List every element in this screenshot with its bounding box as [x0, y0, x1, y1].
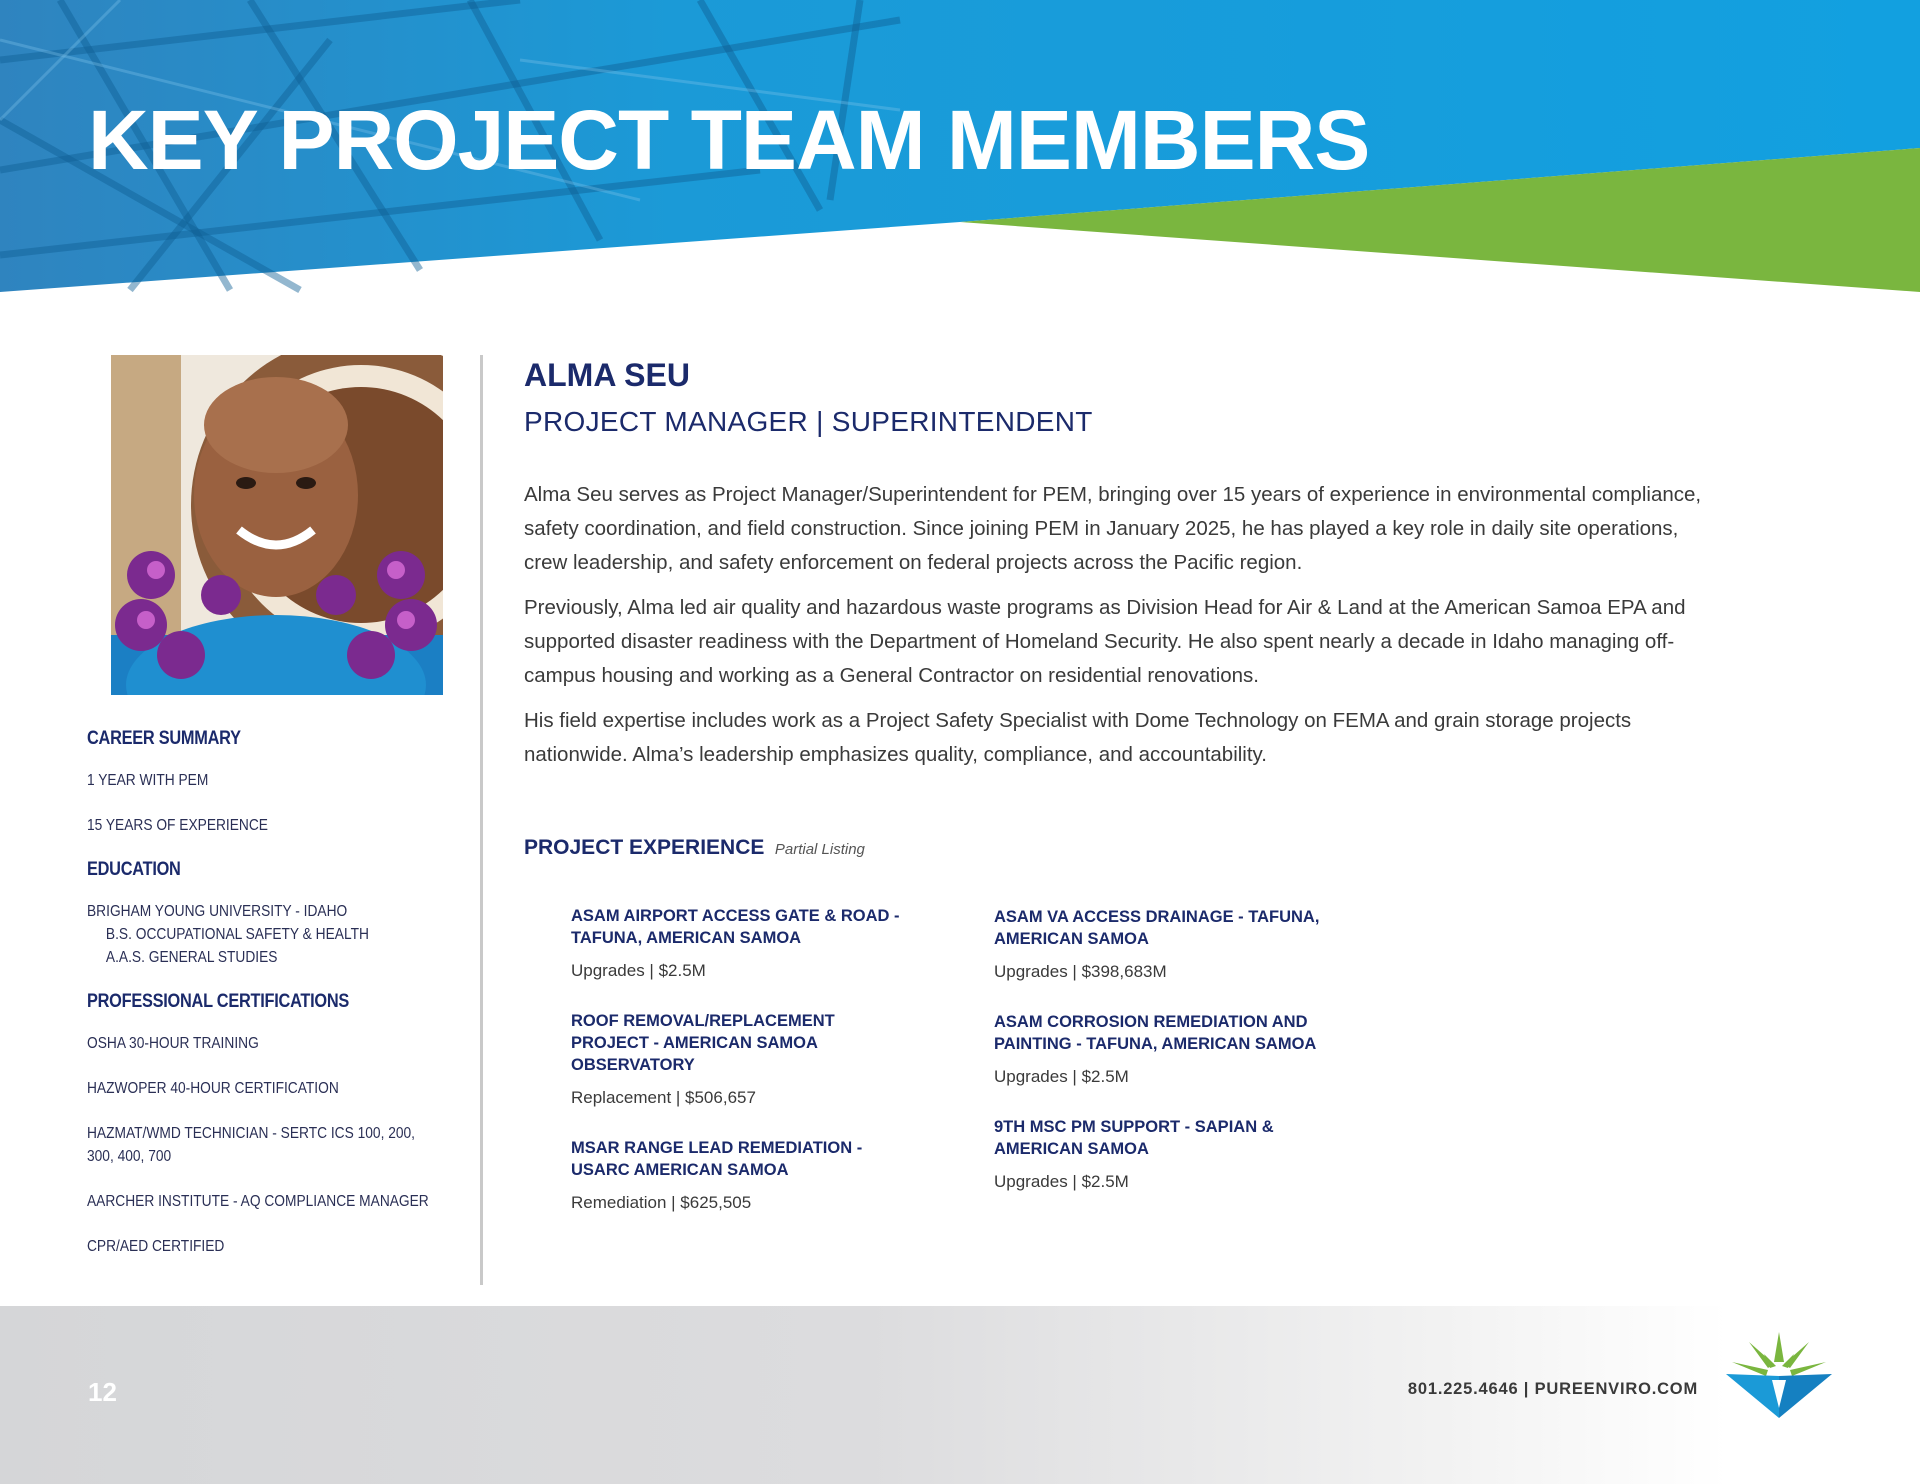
- project-item: [571, 1010, 941, 1109]
- project-title: ASAM VA ACCESS DRAINAGE - TAFUNA, AMERICAN SAMOA: [994, 908, 1320, 948]
- certifications-heading: PROFESSIONAL CERTIFICATIONS: [87, 991, 350, 1012]
- project-title: MSAR RANGE LEAD REMEDIATION - USARC AMERICAN SAMOA: [571, 1139, 863, 1179]
- career-item: 15 YEARS OF EXPERIENCE: [87, 817, 268, 834]
- person-name: ALMA SEU: [524, 357, 690, 393]
- certification-item: AARCHER INSTITUTE - AQ COMPLIANCE MANAGER: [87, 1193, 429, 1210]
- page-number: 12: [88, 1377, 117, 1407]
- project-item: [571, 1137, 941, 1214]
- certification-item: CPR/AED CERTIFIED: [87, 1238, 225, 1255]
- project-detail: Remediation | $625,505: [571, 1193, 752, 1212]
- project-experience-subtitle: Partial Listing: [774, 841, 865, 858]
- project-item: [994, 1011, 1374, 1088]
- company-logo-icon: [1724, 1332, 1834, 1427]
- bio-paragraph: Previously, Alma led air quality and hazardous waste programs as Division Head for Air & Land at the American Samoa EPA and supported disaster readiness with the Department of Homeland Security. He also spent nearly a decade in Idaho managing off-campus housing and working as a General Contractor on residential renovations.: [524, 596, 1686, 687]
- education-degree: B.S. OCCUPATIONAL SAFETY & HEALTH: [105, 926, 369, 943]
- project-experience-title: PROJECT EXPERIENCE: [524, 836, 765, 859]
- biography: [524, 478, 1714, 783]
- certification-item: HAZWOPER 40-HOUR CERTIFICATION: [87, 1080, 339, 1097]
- education-school: BRIGHAM YOUNG UNIVERSITY - IDAHO: [87, 903, 348, 920]
- project-list-left: [571, 905, 941, 1242]
- certification-item: HAZMAT/WMD TECHNICIAN - SERTC ICS 100, 200,: [87, 1125, 416, 1142]
- education-heading: EDUCATION: [87, 859, 181, 880]
- project-detail: Replacement | $506,657: [571, 1088, 756, 1107]
- project-title: ASAM AIRPORT ACCESS GATE & ROAD - TAFUNA, AMERICAN SAMOA: [571, 907, 900, 947]
- contact-info: 801.225.4646 | PUREENVIRO.COM: [1407, 1380, 1698, 1398]
- project-title: 9TH MSC PM SUPPORT - SAPIAN & AMERICAN SAMOA: [994, 1118, 1274, 1158]
- project-detail: Upgrades | $2.5M: [571, 961, 706, 980]
- column-divider: [480, 355, 483, 1285]
- career-item: 1 YEAR WITH PEM: [87, 772, 209, 789]
- project-item: [571, 905, 941, 982]
- person-role: PROJECT MANAGER | SUPERINTENDENT: [524, 406, 1093, 437]
- project-item: [994, 906, 1374, 983]
- project-detail: Upgrades | $2.5M: [994, 1067, 1129, 1086]
- page-title: KEY PROJECT TEAM MEMBERS: [88, 93, 1370, 187]
- career-summary-heading: CAREER SUMMARY: [87, 728, 241, 749]
- project-detail: Upgrades | $2.5M: [994, 1172, 1129, 1191]
- portrait-photo: [111, 355, 443, 695]
- certification-item: 300, 400, 700: [87, 1148, 172, 1165]
- certification-item: OSHA 30-HOUR TRAINING: [87, 1035, 259, 1052]
- project-title: ROOF REMOVAL/REPLACEMENT PROJECT - AMERICAN SAMOA OBSERVATORY: [571, 1012, 835, 1074]
- bio-paragraph: His field expertise includes work as a Project Safety Specialist with Dome Technology on FEMA and grain storage projects nationwide. Alma’s leadership emphasizes quality, compliance, and accountability.: [524, 709, 1632, 766]
- project-experience-heading: [524, 836, 865, 860]
- project-detail: Upgrades | $398,683M: [994, 962, 1167, 981]
- bio-paragraph: Alma Seu serves as Project Manager/Superintendent for PEM, bringing over 15 years of experience in environmental compliance, safety coordination, and field construction. Since joining PEM in January 2025, he has played a key role in daily site operations, crew leadership, and safety enforcement on federal projects across the Pacific region.: [524, 483, 1702, 574]
- sidebar-summary: [87, 728, 447, 1258]
- project-list-right: [994, 906, 1374, 1221]
- header-banner: [0, 0, 1920, 300]
- project-title: ASAM CORROSION REMEDIATION AND PAINTING - TAFUNA, AMERICAN SAMOA: [994, 1013, 1317, 1053]
- education-degree: A.A.S. GENERAL STUDIES: [105, 949, 278, 966]
- project-item: [994, 1116, 1374, 1193]
